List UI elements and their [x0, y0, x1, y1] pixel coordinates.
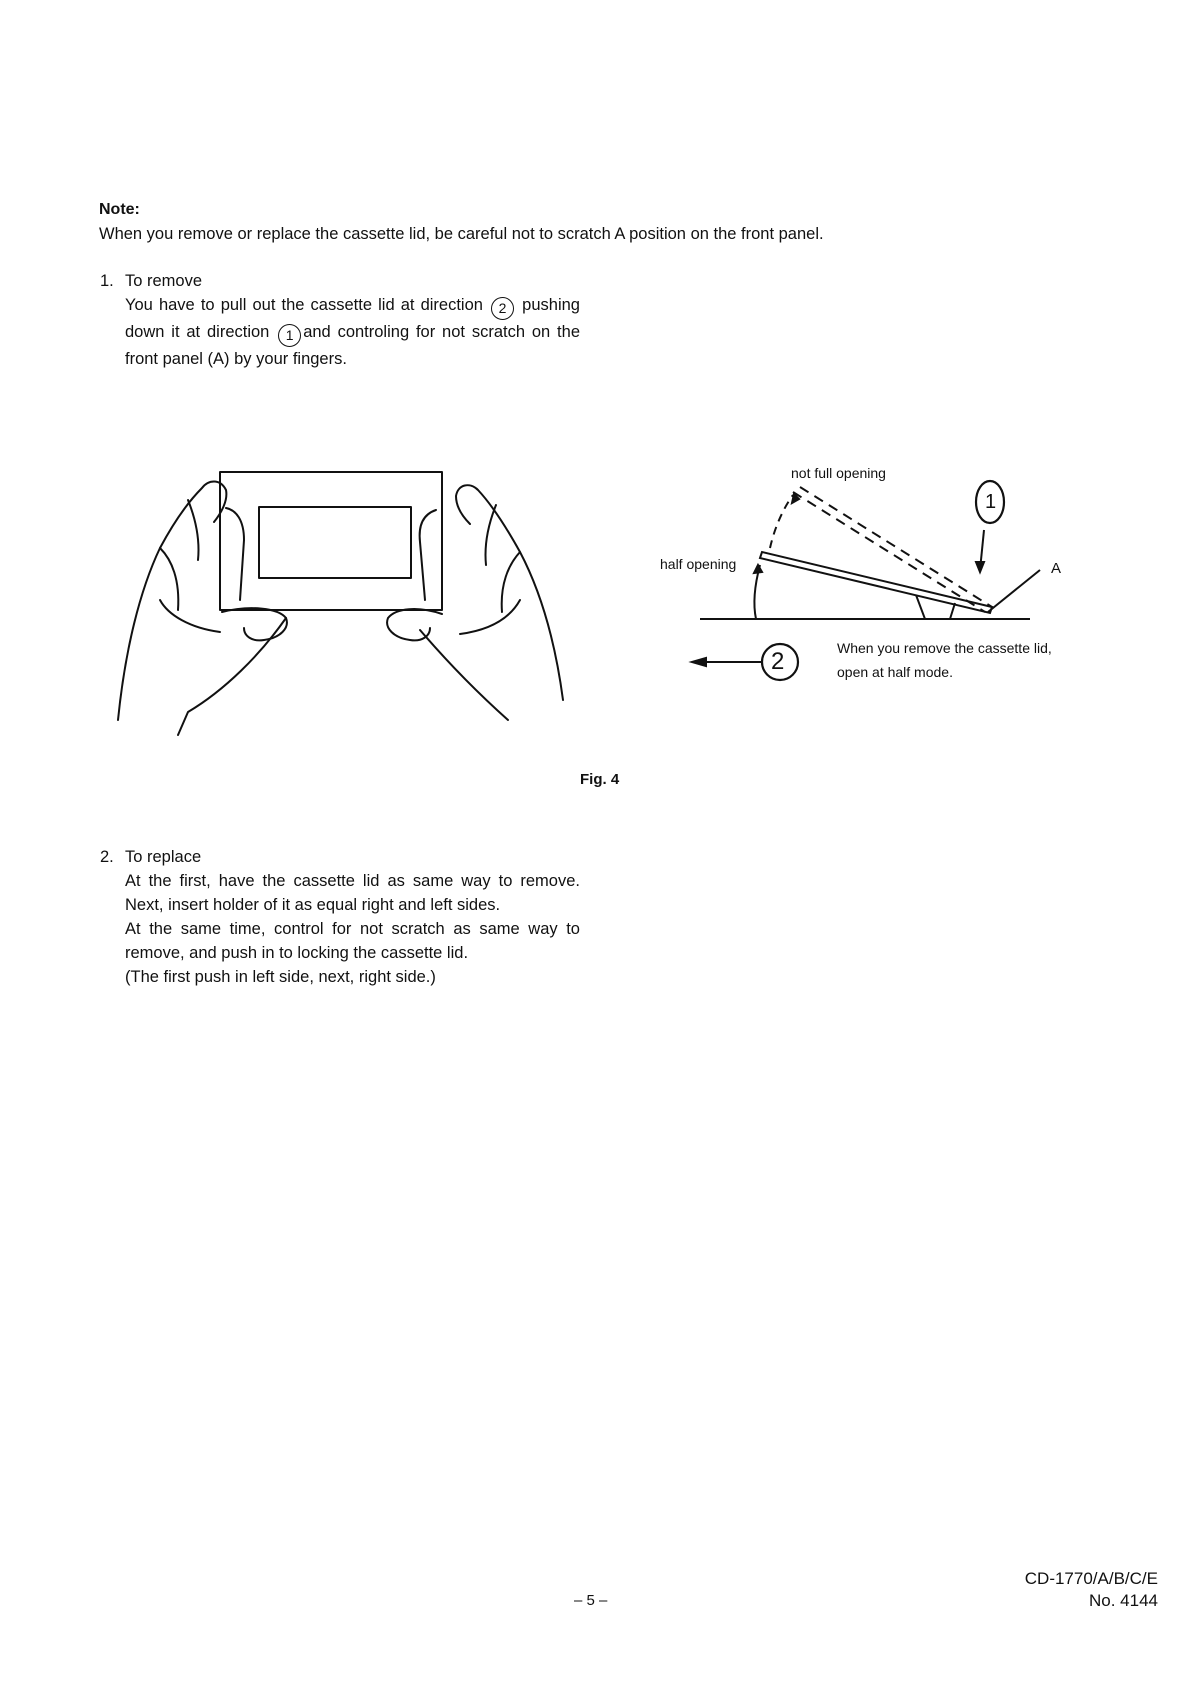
step-title: To replace — [125, 848, 202, 866]
step-number: 2. — [100, 848, 114, 866]
direction-1-label: 1 — [985, 491, 997, 513]
diagram-caption-line-1: When you remove the cassette lid, — [837, 640, 1052, 656]
model-block — [1025, 1568, 1158, 1612]
direction-2-marker: 2 — [491, 297, 514, 320]
step-text: and controling for not scratch on the front panel (A) by your fingers. — [125, 323, 580, 368]
step-text: You have to pull out the cassette lid at direction — [125, 296, 483, 314]
step-paragraph: At the same time, control for not scratch as same way to remove, and push in to locking the cassette lid. — [125, 920, 580, 962]
half-opening-label: half opening — [660, 556, 737, 572]
hands-holding-lid-illustration — [118, 472, 563, 735]
point-a-label: A — [1051, 560, 1062, 577]
figure-label: Fig. 4 — [580, 771, 620, 788]
document-number: No. 4144 — [1089, 1591, 1158, 1610]
note-text: When you remove or replace the cassette lid, be careful not to scratch A position on the front panel. — [99, 225, 824, 243]
step-body — [125, 869, 580, 989]
not-full-opening-label: not full opening — [791, 465, 886, 481]
direction-2-label: 2 — [771, 648, 785, 675]
cassette-window — [259, 507, 411, 578]
full-open-lid-dashed — [793, 487, 992, 612]
model-number: CD-1770/A/B/C/E — [1024, 1569, 1158, 1588]
direction-1-marker: 1 — [278, 324, 301, 347]
step-text: pushing down it at direction — [125, 296, 580, 341]
diagram-caption-line-2: open at half mode. — [837, 664, 953, 680]
cassette-lid — [220, 472, 442, 610]
half-open-lid — [760, 552, 992, 613]
fig-4-drawing — [0, 0, 1191, 800]
step-title: To remove — [125, 272, 203, 290]
step-paragraph: (The first push in left side, next, right side.) — [125, 968, 436, 986]
page-number: – 5 – — [574, 1592, 608, 1609]
step-number: 1. — [100, 272, 114, 290]
note-heading: Note: — [99, 201, 140, 218]
step-paragraph: At the first, have the cassette lid as same way to remove. Next, insert holder of it as equal right and left sides. — [125, 872, 580, 914]
